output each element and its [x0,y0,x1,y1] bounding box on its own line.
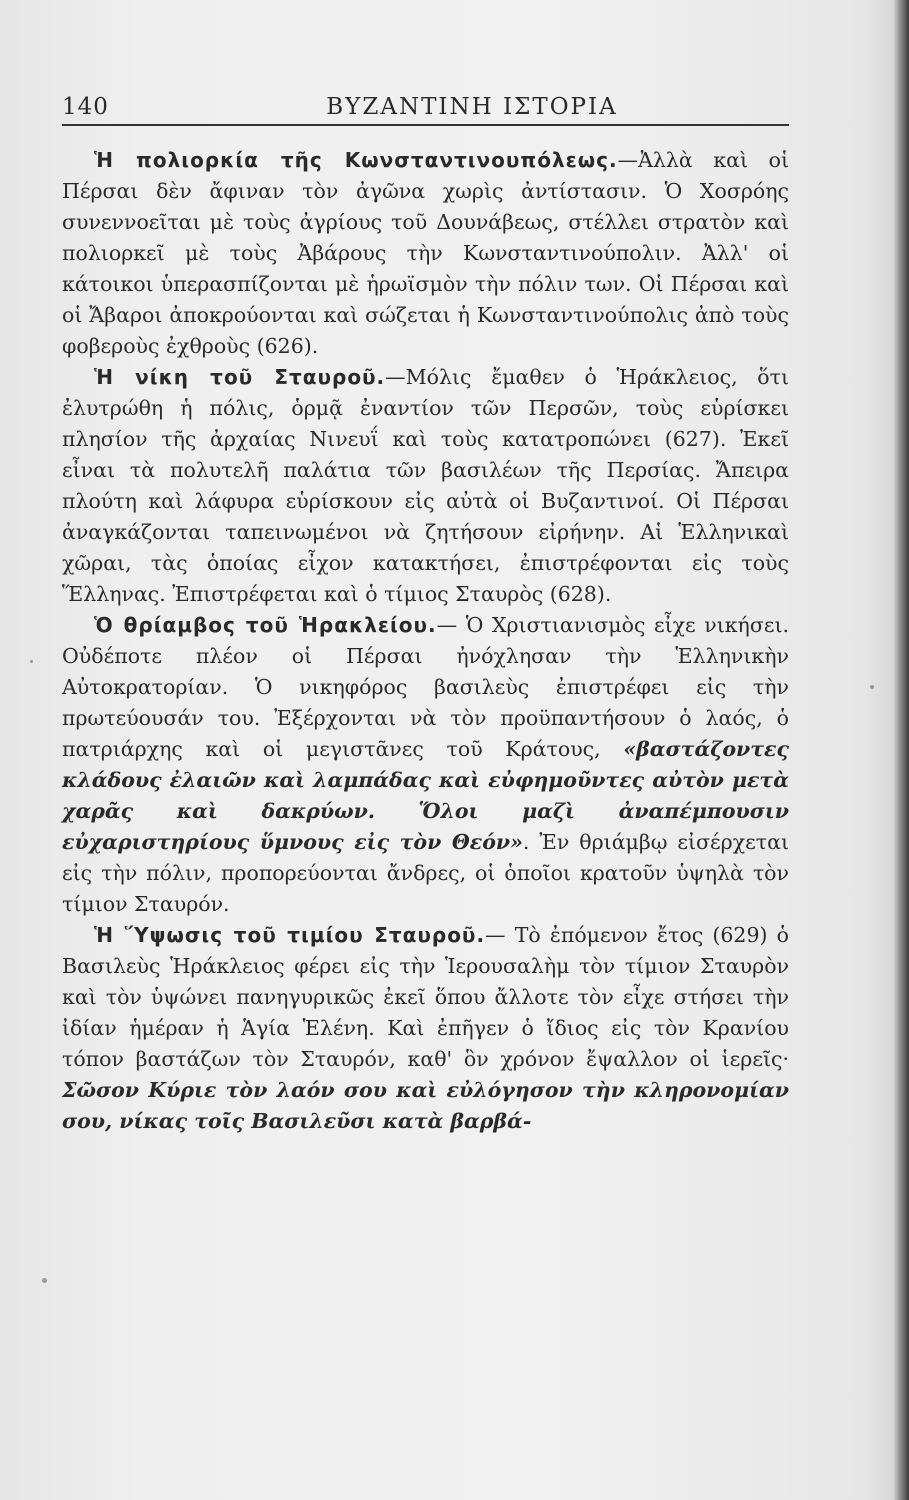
section-heading: Ἡ πολιορκία τῆς Κωνσταντινουπόλεως. [94,148,618,172]
paragraph-text: —Ἀλλὰ καὶ οἱ Πέρσαι δὲν ἄφιναν τὸν ἀγῶνα χωρὶς ἀντίστασιν. Ὁ Χοσρόης συνεννοεῖται μὲ τοὺς ἀγρίους τοῦ Δουνάβεως, στέλλει στρατὸν καὶ πολιορκεῖ μὲ τοὺς Ἀβάρους τὴν Κωνσταντινούπολιν. Ἀλλ' οἱ κάτοικοι ὑπερασπίζονται μὲ ἡρωϊσμὸν τὴν πόλιν των. Οἱ Πέρσαι καὶ οἱ Ἄβαροι ἀποκρούονται καὶ σώζεται ἡ Κωνσταντινούπολις ἀπὸ τοὺς φοβεροὺς ἐχθροὺς (626). [62,148,789,358]
body-text [62,145,789,1295]
paper-speck [30,660,33,663]
section-heading: Ἡ Ὕψωσις τοῦ τιμίου Σταυροῦ. [94,923,486,947]
running-title: ΒΥΖΑΝΤΙΝΗ ΙΣΤΟΡΙΑ [326,94,618,120]
quoted-text: «βαστάζοντες κλάδους ἐλαιῶν καὶ λαμπάδας καὶ εὐφημοῦντες αὐτὸν μετὰ χαρᾶς καὶ δακρύων. Ὅλοι μαζὶ ἀναπέμπουσιν εὐχαριστηρίους ὕμνους εἰς τὸν Θεόν» [62,737,789,854]
paragraph-elevation-of-cross [62,920,789,1137]
paragraph-victory-of-cross [62,362,789,610]
quoted-text: Σῶσον Κύριε τὸν λαόν σου καὶ εὐλόγησον τὴν κληρονομίαν σου, νίκας τοῖς Βασιλεῦσι κατὰ βαρβά- [62,1078,789,1133]
paragraph-triumph [62,610,789,920]
paragraph-text: —Μόλις ἔμαθεν ὁ Ἡράκλειος, ὅτι ἐλυτρώθη ἡ πόλις, ὁρμᾷ ἐναντίον τῶν Περσῶν, τοὺς εὑρίσκει πλησίον τῆς ἀρχαίας Νινευΐ καὶ τοὺς κατατροπώνει (627). Ἐκεῖ εἶναι τὰ πολυτελῆ παλάτια τῶν βασιλέων τῆς Περσίας. Ἄπειρα πλούτη καὶ λάφυρα εὑρίσκουν εἰς αὐτὰ οἱ Βυζαντινοί. Οἱ Πέρσαι ἀναγκάζονται ταπεινωμένοι νὰ ζητήσουν εἰρήνην. Αἱ Ἑλληνικαὶ χῶραι, τὰς ὁποίας εἶχον κατακτήσει, ἐπιστρέφονται εἰς τοὺς Ἕλληνας. Ἐπιστρέφεται καὶ ὁ τίμιος Σταυρὸς (628). [62,365,789,606]
page-edge-shadow [893,0,909,1500]
paragraph-text: . Ἐν θριάμβῳ εἰσέρχεται εἰς τὴν πόλιν, προπορεύονται ἄνδρες, οἱ ὁποῖοι κρατοῦν ὑψηλὰ τὸν τίμιον Σταυρόν. [62,830,789,916]
paper-speck [870,685,874,689]
paragraph-text: — Τὸ ἐπόμενον ἔτος (629) ὁ Βασιλεὺς Ἡράκλειος φέρει εἰς τὴν Ἱερουσαλὴμ τὸν τίμιον Σταυρὸν καὶ τὸν ὑψώνει πανηγυρικῶς ἐκεῖ ὅπου ἄλλοτε τὸν εἶχε στήσει τὴν ἰδίαν ἡμέραν ἡ Ἁγία Ἑλένη. Καὶ ἐπῆγεν ὁ ἴδιος εἰς τὸν Κρανίου τόπον βαστάζων τὸν Σταυρόν, καθ' ὃν χρόνον ἔψαλλον οἱ ἱερεῖς· [62,923,789,1071]
paragraph-text: — Ὁ Χριστιανισμὸς εἶχε νικήσει. Οὐδέποτε πλέον οἱ Πέρσαι ἠνόχλησαν τὴν Ἑλληνικὴν Αὐτοκρατορίαν. Ὁ νικηφόρος βασιλεὺς ἐπιστρέφει εἰς τὴν πρωτεύουσάν του. Ἐξέρχονται νὰ τὸν προϋπαντήσουν ὁ λαός, ὁ πατριάρχης καὶ οἱ μεγιστᾶνες τοῦ Κράτους, [62,613,790,761]
section-heading: Ἡ νίκη τοῦ Σταυροῦ. [94,365,386,389]
paper-speck [42,1278,47,1283]
paragraph-siege [62,145,789,362]
section-heading: Ὁ θρίαμβος τοῦ Ἡρακλείου. [94,613,437,637]
page-number: 140 [62,94,109,120]
page-header [62,88,789,126]
